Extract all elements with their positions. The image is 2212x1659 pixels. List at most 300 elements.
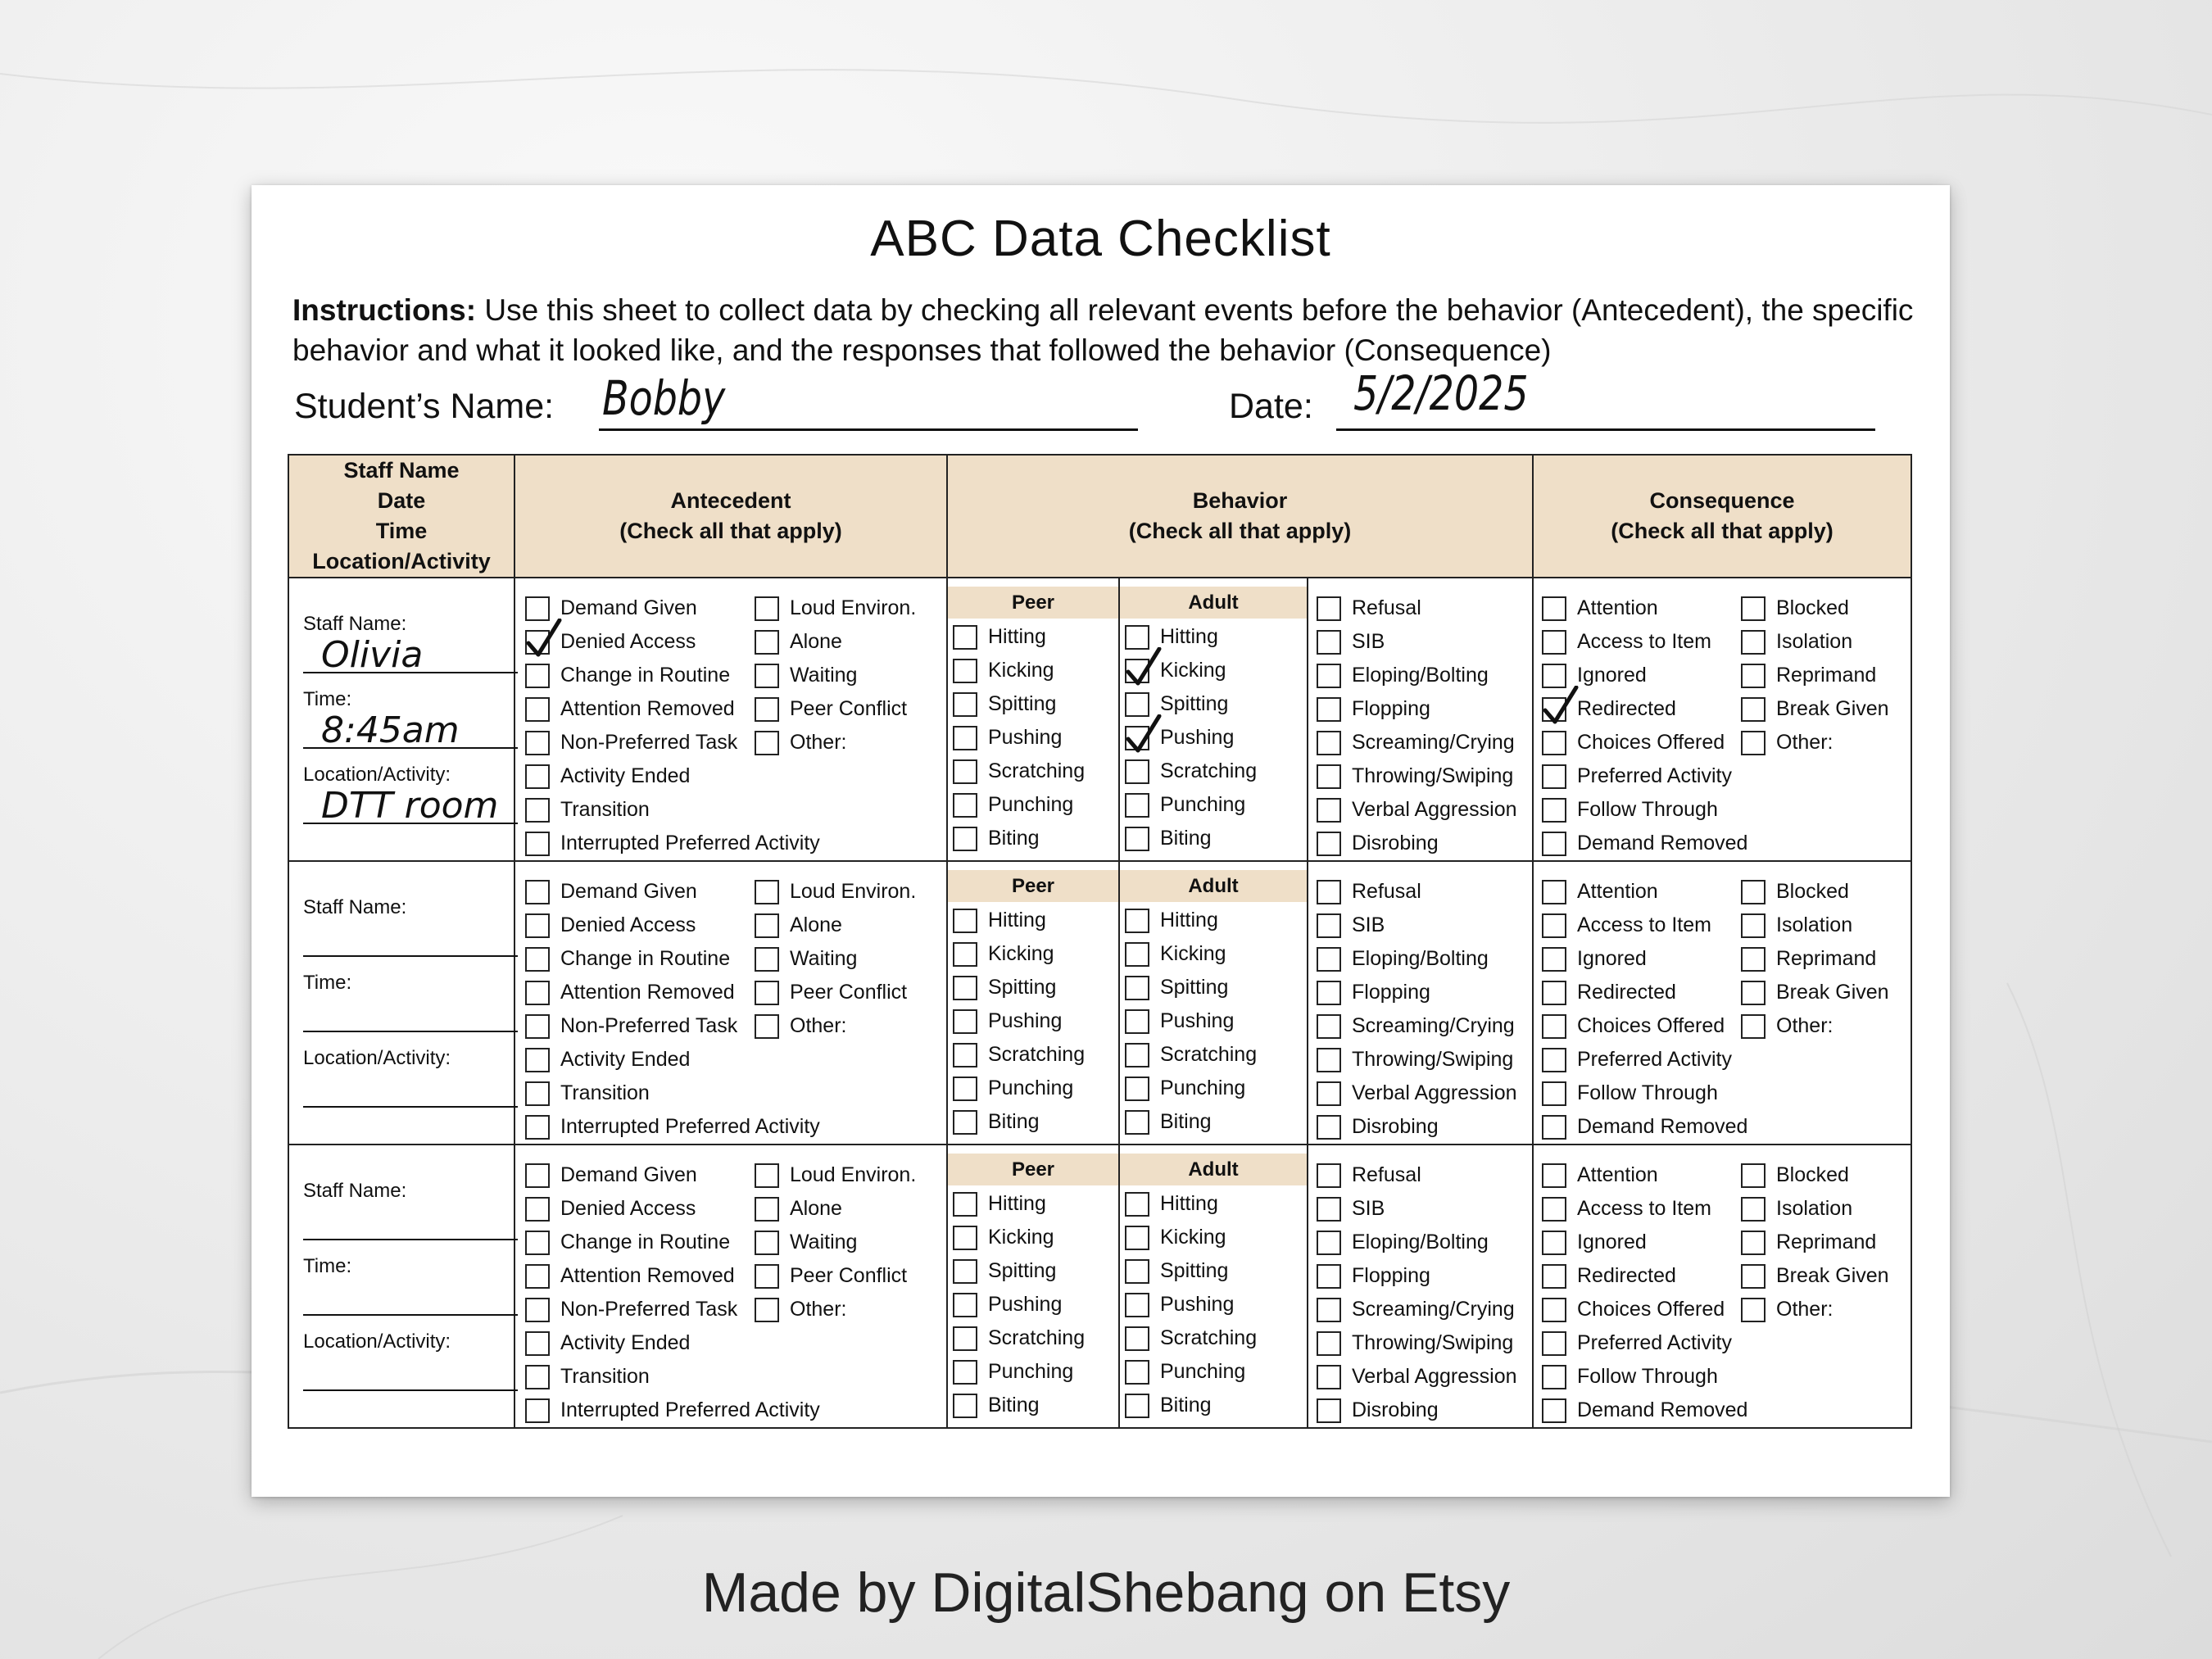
checkbox[interactable] [1125, 659, 1149, 683]
antecedent-option[interactable] [525, 759, 755, 793]
checkbox[interactable] [525, 1014, 550, 1039]
checkbox[interactable] [953, 726, 977, 750]
consequence-option[interactable] [1542, 875, 1741, 909]
checkbox[interactable] [525, 1365, 550, 1389]
adult-behavior-option[interactable] [1125, 1004, 1307, 1038]
checkbox[interactable] [525, 947, 550, 972]
consequence-option[interactable] [1741, 1259, 1889, 1293]
adult-behavior-option[interactable] [1125, 937, 1307, 971]
antecedent-option[interactable] [525, 976, 755, 1009]
adult-behavior-option[interactable] [1125, 788, 1307, 822]
checkbox[interactable] [525, 1115, 550, 1140]
consequence-option[interactable] [1542, 1077, 1741, 1110]
other-behavior-option[interactable] [1317, 1158, 1517, 1192]
adult-behavior-option-label: Hitting [1160, 625, 1218, 648]
checkbox[interactable] [953, 1360, 977, 1385]
staff-name-field[interactable]: Olivia [303, 637, 518, 673]
checkbox[interactable] [755, 664, 779, 688]
antecedent-option[interactable] [525, 659, 755, 692]
other-behavior-option[interactable] [1317, 1259, 1517, 1293]
checkbox[interactable] [953, 1226, 977, 1250]
antecedent-option[interactable] [755, 1009, 916, 1043]
checkbox[interactable] [1317, 798, 1341, 823]
checkbox[interactable] [1125, 1394, 1149, 1418]
checkbox[interactable] [1125, 726, 1149, 750]
checkbox[interactable] [1741, 1231, 1766, 1255]
consequence-option[interactable] [1542, 976, 1741, 1009]
other-behavior-option[interactable] [1317, 759, 1517, 793]
consequence-option[interactable] [1741, 625, 1889, 659]
checkbox[interactable] [525, 913, 550, 938]
checkbox[interactable] [525, 832, 550, 856]
antecedent-option[interactable] [525, 726, 755, 759]
antecedent-option[interactable] [755, 1192, 916, 1226]
peer-behavior-option[interactable] [953, 1389, 1118, 1422]
antecedent-option[interactable] [525, 1077, 755, 1110]
checkbox[interactable] [1317, 1115, 1341, 1140]
adult-behavior-option[interactable] [1125, 1355, 1307, 1389]
consequence-option[interactable] [1542, 1192, 1741, 1226]
other-behavior-option[interactable] [1317, 1360, 1517, 1394]
checkbox[interactable] [1125, 625, 1149, 650]
peer-behavior-option[interactable] [953, 1004, 1118, 1038]
antecedent-option[interactable] [755, 659, 916, 692]
antecedent-option[interactable] [755, 692, 916, 726]
other-behavior-option[interactable] [1317, 1226, 1517, 1259]
other-behavior-option[interactable] [1317, 1394, 1517, 1427]
antecedent-option[interactable] [525, 1259, 755, 1293]
location-field[interactable]: DTT room [303, 788, 518, 824]
checkbox[interactable] [1317, 630, 1341, 655]
checkbox[interactable] [1542, 947, 1566, 972]
other-behavior-option[interactable] [1317, 625, 1517, 659]
checkbox[interactable] [1317, 731, 1341, 755]
checkbox[interactable] [1542, 764, 1566, 789]
other-behavior-option[interactable] [1317, 1293, 1517, 1326]
consequence-option[interactable] [1542, 726, 1741, 759]
checkbox[interactable] [1542, 981, 1566, 1005]
peer-behavior-option[interactable] [953, 1288, 1118, 1321]
other-behavior-option[interactable] [1317, 942, 1517, 976]
checkbox[interactable] [1317, 880, 1341, 904]
checkbox[interactable] [953, 692, 977, 717]
location-field[interactable] [303, 1355, 518, 1391]
peer-behavior-option[interactable] [953, 1254, 1118, 1288]
checkbox[interactable] [1317, 1264, 1341, 1289]
consequence-option[interactable] [1542, 1043, 1741, 1077]
other-behavior-option[interactable] [1317, 976, 1517, 1009]
antecedent-option[interactable] [525, 1326, 755, 1360]
checkbox[interactable] [1317, 832, 1341, 856]
checkbox[interactable] [953, 1259, 977, 1284]
checkbox[interactable] [1542, 1398, 1566, 1423]
checkbox[interactable] [525, 697, 550, 722]
consequence-option[interactable] [1542, 1226, 1741, 1259]
peer-behavior-option[interactable] [953, 654, 1118, 687]
peer-behavior-option[interactable] [953, 1321, 1118, 1355]
checkbox[interactable] [953, 827, 977, 851]
adult-behavior-option[interactable] [1125, 1038, 1307, 1072]
checkbox[interactable] [1542, 1264, 1566, 1289]
checkbox[interactable] [1542, 1197, 1566, 1222]
checkbox[interactable] [525, 1197, 550, 1222]
peer-behavior-option[interactable] [953, 755, 1118, 788]
checkbox[interactable] [1317, 1048, 1341, 1072]
consequence-option[interactable] [1542, 692, 1741, 726]
adult-behavior-option[interactable] [1125, 654, 1307, 687]
checkbox[interactable] [953, 659, 977, 683]
other-behavior-option[interactable] [1317, 1110, 1517, 1144]
peer-behavior-option[interactable] [953, 1038, 1118, 1072]
antecedent-option[interactable] [755, 909, 916, 942]
time-field[interactable]: 8:45am [303, 713, 518, 749]
checkbox[interactable] [525, 630, 550, 655]
checkbox[interactable] [953, 759, 977, 784]
time-field[interactable] [303, 1280, 518, 1316]
checkbox[interactable] [1542, 798, 1566, 823]
antecedent-option[interactable] [525, 592, 755, 625]
consequence-option[interactable] [1741, 659, 1889, 692]
other-behavior-option[interactable] [1317, 1009, 1517, 1043]
checkbox[interactable] [525, 664, 550, 688]
peer-behavior-option[interactable] [953, 1187, 1118, 1221]
other-behavior-option[interactable] [1317, 1077, 1517, 1110]
checkbox[interactable] [1125, 1009, 1149, 1034]
checkbox[interactable] [755, 981, 779, 1005]
adult-behavior-option[interactable] [1125, 822, 1307, 855]
checkbox[interactable] [1542, 664, 1566, 688]
other-behavior-option[interactable] [1317, 827, 1517, 860]
adult-behavior-option[interactable] [1125, 1288, 1307, 1321]
checkbox[interactable] [755, 913, 779, 938]
adult-behavior-option[interactable] [1125, 971, 1307, 1004]
other-behavior-option[interactable] [1317, 1043, 1517, 1077]
antecedent-option[interactable] [525, 1360, 755, 1394]
consequence-option[interactable] [1542, 1259, 1741, 1293]
antecedent-option[interactable] [525, 1394, 820, 1427]
antecedent-option[interactable] [755, 942, 916, 976]
checkbox[interactable] [1317, 1298, 1341, 1322]
adult-behavior-option[interactable] [1125, 1187, 1307, 1221]
checkbox[interactable] [1542, 1163, 1566, 1188]
antecedent-option[interactable] [525, 625, 755, 659]
checkbox[interactable] [1317, 1331, 1341, 1356]
time-field[interactable] [303, 996, 518, 1032]
consequence-option[interactable] [1542, 942, 1741, 976]
consequence-option[interactable] [1542, 592, 1741, 625]
consequence-option[interactable] [1542, 1158, 1741, 1192]
antecedent-option[interactable] [755, 1259, 916, 1293]
adult-behavior-option[interactable] [1125, 1105, 1307, 1139]
checkbox[interactable] [1317, 1398, 1341, 1423]
checkbox[interactable] [1317, 1081, 1341, 1106]
peer-behavior-option[interactable] [953, 687, 1118, 721]
checkbox[interactable] [525, 1298, 550, 1322]
other-behavior-option[interactable] [1317, 659, 1517, 692]
checkbox[interactable] [1542, 1331, 1566, 1356]
other-behavior-option[interactable] [1317, 726, 1517, 759]
checkbox[interactable] [1125, 1226, 1149, 1250]
antecedent-option[interactable] [525, 1226, 755, 1259]
checkbox[interactable] [953, 1043, 977, 1067]
consequence-option[interactable] [1741, 1192, 1889, 1226]
checkbox[interactable] [1542, 731, 1566, 755]
checkbox[interactable] [1125, 1192, 1149, 1217]
checkbox[interactable] [1741, 1163, 1766, 1188]
antecedent-option[interactable] [755, 625, 916, 659]
consequence-option[interactable] [1542, 1326, 1741, 1360]
checkbox[interactable] [525, 798, 550, 823]
checkbox[interactable] [1317, 947, 1341, 972]
peer-behavior-option[interactable] [953, 721, 1118, 755]
checkbox[interactable] [525, 880, 550, 904]
adult-behavior-option[interactable] [1125, 620, 1307, 654]
checkbox[interactable] [1125, 1110, 1149, 1135]
antecedent-option[interactable] [755, 592, 916, 625]
other-behavior-option[interactable] [1317, 875, 1517, 909]
antecedent-option[interactable] [755, 976, 916, 1009]
peer-behavior-option[interactable] [953, 822, 1118, 855]
antecedent-option[interactable] [755, 726, 916, 759]
checkbox[interactable] [1741, 947, 1766, 972]
consequence-option[interactable] [1741, 692, 1889, 726]
adult-behavior-option[interactable] [1125, 687, 1307, 721]
checkbox[interactable] [1542, 1298, 1566, 1322]
checkbox[interactable] [953, 1110, 977, 1135]
checkbox[interactable] [1125, 1259, 1149, 1284]
consequence-option[interactable] [1741, 1009, 1889, 1043]
adult-behavior-option[interactable] [1125, 1321, 1307, 1355]
checkbox[interactable] [755, 1298, 779, 1322]
peer-behavior-option[interactable] [953, 788, 1118, 822]
antecedent-option[interactable] [525, 942, 755, 976]
checkbox[interactable] [1542, 832, 1566, 856]
checkbox[interactable] [525, 1398, 550, 1423]
checkbox[interactable] [953, 1077, 977, 1101]
antecedent-option[interactable] [525, 1110, 820, 1144]
consequence-option[interactable] [1542, 1009, 1741, 1043]
checkbox[interactable] [525, 1163, 550, 1188]
peer-behavior-option[interactable] [953, 904, 1118, 937]
checkbox[interactable] [1317, 981, 1341, 1005]
peer-behavior-option[interactable] [953, 1355, 1118, 1389]
consequence-option[interactable] [1741, 726, 1889, 759]
adult-behavior-option[interactable] [1125, 1254, 1307, 1288]
checkbox[interactable] [953, 976, 977, 1000]
antecedent-option[interactable] [755, 1158, 916, 1192]
consequence-option[interactable] [1741, 909, 1889, 942]
checkbox[interactable] [1542, 880, 1566, 904]
checkbox[interactable] [953, 793, 977, 818]
checkbox[interactable] [755, 731, 779, 755]
peer-behavior-option[interactable] [953, 937, 1118, 971]
checkbox[interactable] [953, 909, 977, 933]
checkbox[interactable] [525, 1231, 550, 1255]
checkbox[interactable] [1125, 1077, 1149, 1101]
adult-behavior-option[interactable] [1125, 1072, 1307, 1105]
antecedent-option[interactable] [525, 793, 755, 827]
peer-behavior-option[interactable] [953, 620, 1118, 654]
checkbox[interactable] [1317, 764, 1341, 789]
checkbox[interactable] [1125, 942, 1149, 967]
consequence-option[interactable] [1542, 827, 1748, 860]
checkbox[interactable] [1741, 596, 1766, 621]
consequence-option[interactable] [1542, 1293, 1741, 1326]
checkbox[interactable] [1317, 1365, 1341, 1389]
checkbox[interactable] [525, 596, 550, 621]
checkbox[interactable] [755, 1264, 779, 1289]
consequence-option[interactable] [1741, 875, 1889, 909]
staff-name-field[interactable] [303, 1204, 518, 1240]
student-name-value[interactable]: Bobby [602, 370, 726, 426]
checkbox[interactable] [755, 1014, 779, 1039]
other-behavior-option[interactable] [1317, 909, 1517, 942]
checkbox[interactable] [1317, 1163, 1341, 1188]
consequence-option[interactable] [1542, 793, 1741, 827]
checkbox[interactable] [953, 942, 977, 967]
antecedent-option[interactable] [525, 1192, 755, 1226]
consequence-option[interactable] [1542, 625, 1741, 659]
adult-behavior-option[interactable] [1125, 904, 1307, 937]
peer-behavior-option[interactable] [953, 1221, 1118, 1254]
adult-behavior-option[interactable] [1125, 1389, 1307, 1422]
consequence-option[interactable] [1741, 1226, 1889, 1259]
checkbox[interactable] [755, 1163, 779, 1188]
checkbox[interactable] [755, 880, 779, 904]
checkbox[interactable] [1741, 1298, 1766, 1322]
checkbox[interactable] [525, 1081, 550, 1106]
antecedent-option[interactable] [525, 692, 755, 726]
date-value[interactable]: 5/2/2025 [1353, 365, 1529, 421]
checkbox[interactable] [953, 1293, 977, 1317]
checkbox[interactable] [755, 947, 779, 972]
checkbox[interactable] [1317, 1197, 1341, 1222]
checkbox[interactable] [953, 1009, 977, 1034]
checkbox[interactable] [1741, 731, 1766, 755]
other-behavior-option[interactable] [1317, 592, 1517, 625]
consequence-option[interactable] [1741, 976, 1889, 1009]
checkbox[interactable] [755, 596, 779, 621]
other-behavior-option[interactable] [1317, 692, 1517, 726]
other-behavior-option[interactable] [1317, 793, 1517, 827]
checkbox[interactable] [1542, 1081, 1566, 1106]
other-behavior-option[interactable] [1317, 1192, 1517, 1226]
other-behavior-option[interactable] [1317, 1326, 1517, 1360]
checkbox[interactable] [525, 981, 550, 1005]
checkbox[interactable] [1542, 697, 1566, 722]
checkbox[interactable] [1125, 1043, 1149, 1067]
consequence-option[interactable] [1542, 1394, 1748, 1427]
adult-behavior-option[interactable] [1125, 1221, 1307, 1254]
antecedent-option[interactable] [525, 1043, 755, 1077]
checkbox[interactable] [1542, 630, 1566, 655]
antecedent-option[interactable] [525, 909, 755, 942]
checkbox[interactable] [1542, 1048, 1566, 1072]
checkbox[interactable] [953, 1192, 977, 1217]
checkbox[interactable] [1741, 1014, 1766, 1039]
checkbox[interactable] [1125, 1326, 1149, 1351]
checkbox[interactable] [1741, 630, 1766, 655]
checkbox[interactable] [1125, 1360, 1149, 1385]
consequence-option[interactable] [1741, 1293, 1889, 1326]
checkbox[interactable] [525, 1048, 550, 1072]
consequence-option[interactable] [1542, 1110, 1748, 1144]
checkbox[interactable] [1317, 913, 1341, 938]
checkbox[interactable] [755, 630, 779, 655]
consequence-option[interactable] [1741, 1158, 1889, 1192]
checkbox[interactable] [1741, 913, 1766, 938]
antecedent-option[interactable] [525, 827, 820, 860]
adult-behavior-option[interactable] [1125, 721, 1307, 755]
checkbox[interactable] [953, 1394, 977, 1418]
checkbox[interactable] [1125, 759, 1149, 784]
staff-name-field[interactable] [303, 921, 518, 957]
consequence-option[interactable] [1542, 759, 1741, 793]
checkbox[interactable] [1125, 909, 1149, 933]
checkbox[interactable] [1741, 880, 1766, 904]
adult-behavior-option[interactable] [1125, 755, 1307, 788]
checkbox[interactable] [1125, 827, 1149, 851]
checkbox[interactable] [1125, 793, 1149, 818]
checkbox[interactable] [1741, 981, 1766, 1005]
checkbox[interactable] [1741, 1264, 1766, 1289]
antecedent-option[interactable] [525, 875, 755, 909]
checkbox[interactable] [755, 1197, 779, 1222]
consequence-option[interactable] [1741, 942, 1889, 976]
antecedent-option[interactable] [525, 1293, 755, 1326]
checkbox[interactable] [525, 731, 550, 755]
peer-behavior-option[interactable] [953, 1072, 1118, 1105]
checkbox[interactable] [525, 1331, 550, 1356]
antecedent-option[interactable] [755, 1293, 916, 1326]
consequence-option[interactable] [1741, 592, 1889, 625]
consequence-option[interactable] [1542, 909, 1741, 942]
checkbox[interactable] [1741, 664, 1766, 688]
checkbox[interactable] [1542, 1115, 1566, 1140]
location-field[interactable] [303, 1072, 518, 1108]
antecedent-option[interactable] [755, 1226, 916, 1259]
peer-behavior-option[interactable] [953, 971, 1118, 1004]
checkbox[interactable] [1317, 1231, 1341, 1255]
checkbox[interactable] [1125, 976, 1149, 1000]
checkbox[interactable] [755, 1231, 779, 1255]
checkbox[interactable] [1542, 596, 1566, 621]
checkbox[interactable] [1542, 1014, 1566, 1039]
checkbox[interactable] [1542, 913, 1566, 938]
consequence-option[interactable] [1542, 659, 1741, 692]
checkbox[interactable] [1125, 1293, 1149, 1317]
checkbox[interactable] [1125, 692, 1149, 717]
checkbox[interactable] [1317, 1014, 1341, 1039]
antecedent-option[interactable] [525, 1158, 755, 1192]
checkbox[interactable] [1317, 664, 1341, 688]
checkbox[interactable] [1317, 697, 1341, 722]
checkbox[interactable] [525, 1264, 550, 1289]
checkbox[interactable] [525, 764, 550, 789]
checkbox[interactable] [1741, 1197, 1766, 1222]
checkbox[interactable] [953, 625, 977, 650]
checkbox[interactable] [1317, 596, 1341, 621]
antecedent-option[interactable] [755, 875, 916, 909]
checkbox[interactable] [953, 1326, 977, 1351]
checkbox[interactable] [1542, 1365, 1566, 1389]
checkbox[interactable] [1542, 1231, 1566, 1255]
checkbox[interactable] [1741, 697, 1766, 722]
antecedent-option[interactable] [525, 1009, 755, 1043]
peer-behavior-option[interactable] [953, 1105, 1118, 1139]
consequence-option[interactable] [1542, 1360, 1741, 1394]
checkbox[interactable] [755, 697, 779, 722]
